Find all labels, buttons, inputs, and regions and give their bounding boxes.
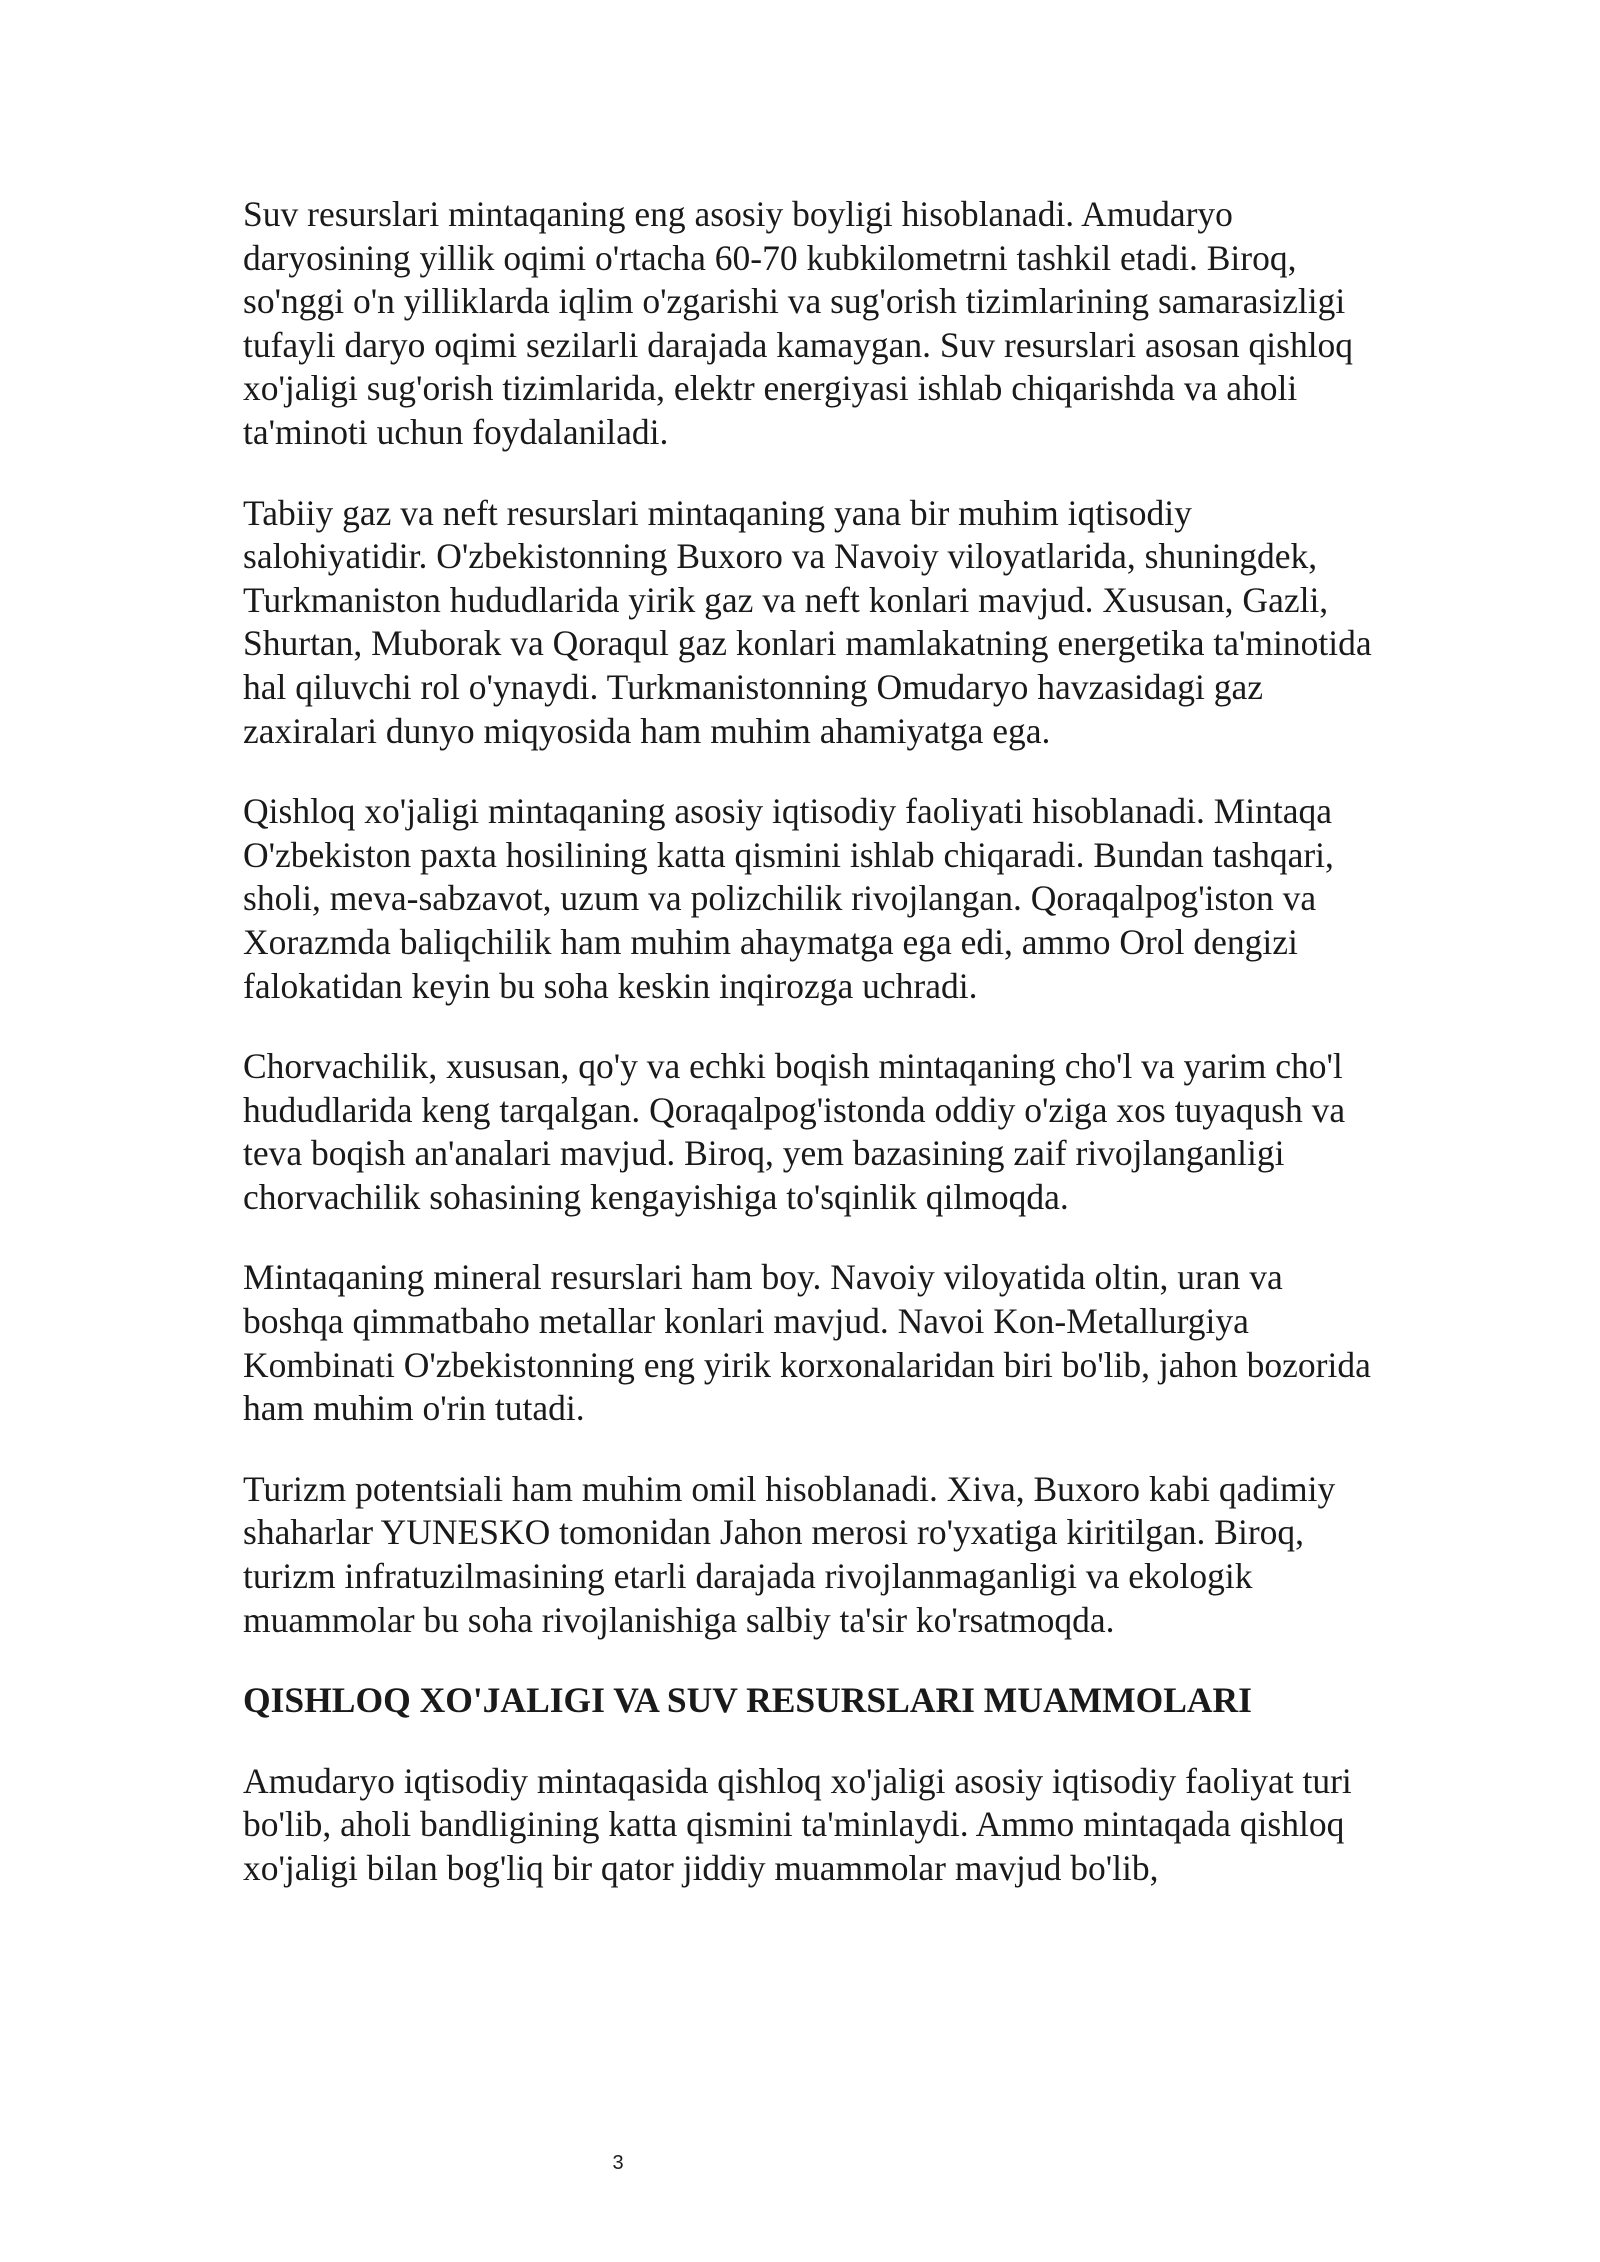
page-number: 3 — [612, 2152, 624, 2174]
page-content — [243, 193, 1373, 1928]
paragraph-water-resources: Suv resurslari mintaqaning eng asosiy boyligi hisoblanadi. Amudaryo daryosining yillik oqimi o'rtacha 60-70 kubkilometrni tashkil etadi. Biroq, so'nggi o'n yilliklarda iqlim o'zgarishi va sug'orish tizimlarining samarasizligi tufayli daryo oqimi sezilarli darajada kamaygan. Suv resurslari asosan qishloq xo'jaligi sug'orish tizimlarida, elektr energiyasi ishlab chiqarishda va aholi ta'minoti uchun foydalaniladi. — [243, 194, 1354, 452]
paragraph-agriculture: Qishloq xo'jaligi mintaqaning asosiy iqtisodiy faoliyati hisoblanadi. Mintaqa O'zbekiston paxta hosilining katta qismini ishlab chiqaradi. Bundan tashqari, sholi, meva-sabzavot, uzum va polizchilik rivojlangan. Qoraqalpog'iston va Xorazmda baliqchilik ham muhim ahaymatga ega edi, ammo Orol dengizi falokatidan keyin bu soha keskin inqirozga uchradi. — [243, 791, 1334, 1006]
paragraph-livestock: Chorvachilik, xususan, qo'y va echki boqish mintaqaning cho'l va yarim cho'l hududlarida keng tarqalgan. Qoraqalpog'istonda oddiy o'ziga xos tuyaqush va teva boqish an'analari mavjud. Biroq, yem bazasining zaif rivojlanganligi chorvachilik sohasining kengayishiga to'sqinlik qilmoqda. — [243, 1046, 1346, 1217]
paragraph-mineral-resources: Mintaqaning mineral resurslari ham boy. Navoiy viloyatida oltin, uran va boshqa qimmatbaho metallar konlari mavjud. Navoi Kon-Metallurgiya Kombinati O'zbekistonning eng yirik korxonalaridan biri bo'lib, jahon bozorida ham muhim o'rin tutadi. — [243, 1257, 1371, 1429]
paragraph-tourism: Turizm potentsiali ham muhim omil hisoblanadi. Xiva, Buxoro kabi qadimiy shaharlar YUNESKO tomonidan Jahon merosi ro'yxatiga kiritilgan. Biroq, turizm infratuzilmasining etarli darajada rivojlanmaganligi va ekologik muammolar bu soha rivojlanishiga salbiy ta'sir ko'rsatmoqda. — [243, 1468, 1336, 1640]
section-heading: QISHLOQ XO'JALIGI VA SUV RESURSLARI MUAMMOLARI — [243, 1680, 1252, 1721]
paragraph-gas-oil-resources: Tabiiy gaz va neft resurslari mintaqaning yana bir muhim iqtisodiy salohiyatidir. O'zbekistonning Buxoro va Navoiy viloyatlarida, shuningdek, Turkmaniston hududlarida yirik gaz va neft konlari mavjud. Xususan, Gazli, Shurtan, Muborak va Qoraqul gaz konlari mamlakatning energetika ta'minotida hal qiluvchi rol o'ynaydi. Turkmanistonning Omudaryo havzasidagi gaz zaxiralari dunyo miqyosida ham muhim ahamiyatga ega. — [243, 492, 1372, 751]
paragraph-agriculture-problems: Amudaryo iqtisodiy mintaqasida qishloq xo'jaligi asosiy iqtisodiy faoliyat turi bo'lib, aholi bandligining katta qismini ta'minlaydi. Ammo mintaqada qishloq xo'jaligi bilan bog'liq bir qator jiddiy muammolar mavjud bo'lib, — [243, 1760, 1352, 1888]
